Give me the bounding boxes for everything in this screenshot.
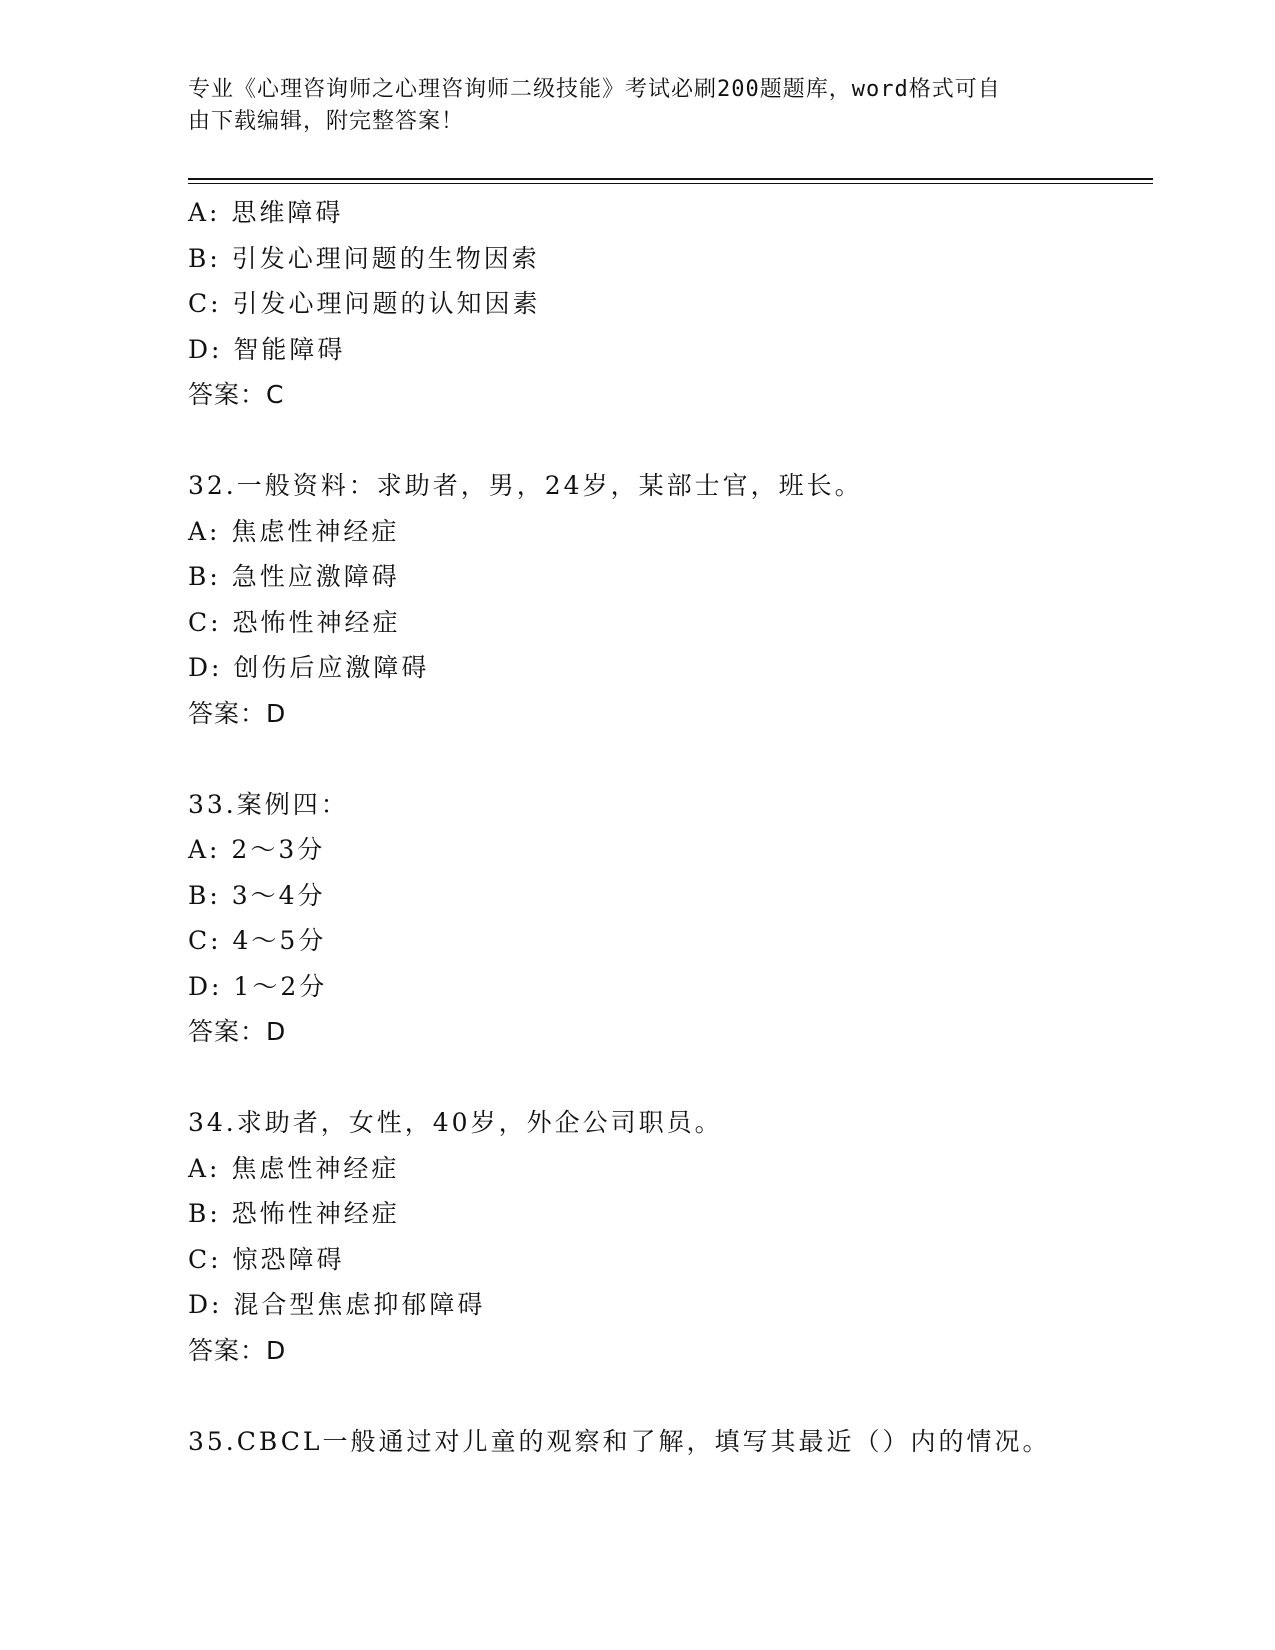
option-b: B: 3～4分 xyxy=(188,880,326,910)
spacer xyxy=(188,1373,1148,1419)
option-d: D: 1～2分 xyxy=(188,971,328,1001)
spacer xyxy=(188,1055,1148,1101)
option-c: C: 4～5分 xyxy=(188,926,327,955)
spacer xyxy=(188,736,1148,782)
question-text: 34.求助者，女性，40岁，外企公司职员。 xyxy=(188,1108,723,1137)
option-a: A: 思维障碍 xyxy=(188,198,344,227)
option-b: B: 急性应激障碍 xyxy=(188,562,400,591)
question-33 xyxy=(188,782,1148,1055)
header-divider-thick xyxy=(188,178,1153,180)
option-d: D: 智能障碍 xyxy=(188,334,346,364)
question-text: 35.CBCL一般通过对儿童的观察和了解，填写其最近（）内的情况。 xyxy=(188,1426,1051,1456)
header-line-1: 专业《心理咨询师之心理咨询师二级技能》考试必刷200题题库，word格式可自 xyxy=(188,77,1001,102)
option-b: B: 恐怖性神经症 xyxy=(188,1199,400,1228)
option-d: D: 混合型焦虑抑郁障碍 xyxy=(188,1290,486,1319)
option-d: D: 创伤后应激障碍 xyxy=(188,653,430,682)
header-divider-thin xyxy=(188,183,1153,184)
question-text: 33.案例四： xyxy=(188,789,349,819)
answer-line: 答案：D xyxy=(188,698,287,728)
option-a: A: 焦虑性神经症 xyxy=(188,1153,400,1183)
header-line-2: 由下载编辑，附完整答案！ xyxy=(188,109,465,134)
question-31 xyxy=(188,190,1148,418)
option-c: C: 引发心理问题的认知因素 xyxy=(188,289,541,318)
answer-line: 答案：D xyxy=(188,1017,287,1046)
option-a: A: 2～3分 xyxy=(188,835,326,864)
answer-line: 答案：C xyxy=(188,380,285,409)
document-header xyxy=(188,74,1088,138)
option-a: A: 焦虑性神经症 xyxy=(188,516,400,546)
option-c: C: 惊恐障碍 xyxy=(188,1244,345,1274)
question-32 xyxy=(188,463,1148,736)
spacer xyxy=(188,418,1148,464)
option-c: C: 恐怖性神经症 xyxy=(188,607,401,637)
question-text: 32.一般资料：求助者，男，24岁，某部士官，班长。 xyxy=(188,471,863,500)
option-b: B: 引发心理问题的生物因索 xyxy=(188,243,540,273)
question-34 xyxy=(188,1100,1148,1373)
question-35 xyxy=(188,1419,1148,1465)
question-list xyxy=(188,190,1148,1464)
answer-line: 答案：D xyxy=(188,1335,287,1365)
